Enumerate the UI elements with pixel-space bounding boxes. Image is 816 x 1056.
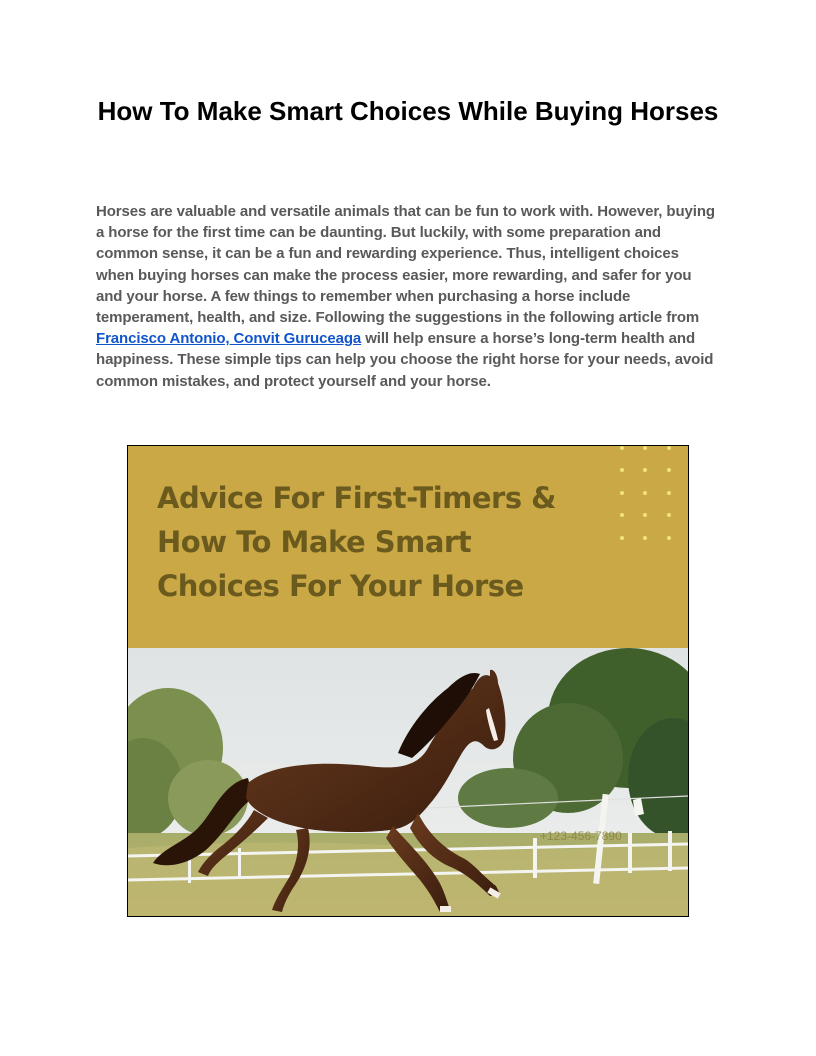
decorative-dots — [128, 446, 688, 648]
phone-number: +123-456-7890 — [540, 829, 622, 843]
author-link[interactable]: Francisco Antonio, Convit Guruceaga — [96, 330, 362, 348]
article-banner-image — [127, 445, 689, 917]
banner-heading-line-2: How To Make Smart — [157, 525, 472, 559]
page-title: How To Make Smart Choices While Buying Horses — [97, 96, 719, 126]
banner-heading-line-1: Advice For First-Timers & — [157, 481, 556, 515]
paragraph-text-start: Horses are valuable and versatile animals that can be fun to work with. However, buying a horse for the first time can be daunting. But luckily, with some preparation and common sense, it can be a fun and rewarding experience. Thus, intelligent choices when buying horses can make the process easier, more rewarding, and safer for you and your horse. A few things to remember when purchasing a horse include temperament, health, and size. Following the suggestions in the following article from — [96, 203, 715, 327]
paragraph-text-end: will help ensure a horse’s long-term health and happiness. These simple tips can help you choose the right horse for your needs, avoid common mistakes, and protect yourself and your horse. — [96, 330, 714, 390]
horse-photo — [128, 648, 688, 916]
intro-paragraph — [96, 201, 720, 392]
banner-heading-line-3: Choices For Your Horse — [157, 569, 524, 603]
